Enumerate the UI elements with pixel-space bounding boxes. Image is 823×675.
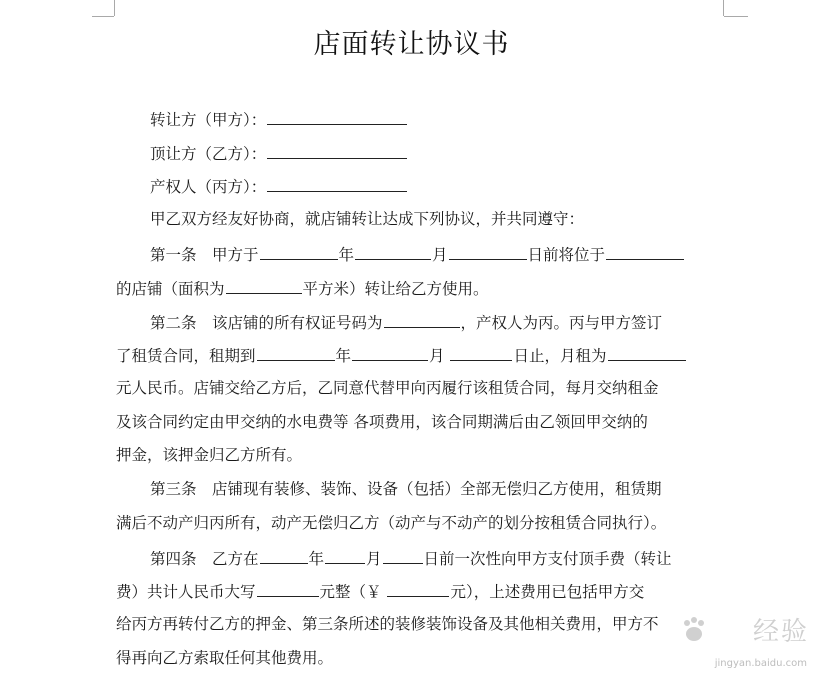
party-a-label: 转让方（甲方）： — [150, 111, 267, 129]
article-4-line-4: 得再向乙方索取任何其他费用。 — [116, 649, 334, 667]
a2-month-blank[interactable] — [352, 344, 428, 361]
document-title: 店面转让协议书 — [313, 29, 510, 60]
a1-month-blank[interactable] — [355, 243, 431, 260]
a4-included-text: 元），上述费用已包括甲方交 — [450, 583, 645, 601]
watermark-url: jingyan.baidu.com — [714, 658, 807, 669]
baidu-jingyan-watermark — [679, 611, 809, 669]
article-2-line-3: 元人民币。店铺交给乙方后，乙同意代替甲向丙履行该租赁合同，每月交纳租金 — [116, 379, 659, 397]
party-c-label: 产权人（丙方）： — [150, 178, 267, 196]
party-c-line — [150, 175, 408, 197]
a2-cert-blank[interactable] — [384, 311, 460, 328]
a2-month-label: 月 — [429, 347, 445, 365]
party-b-blank[interactable] — [267, 142, 407, 159]
a2-year-label: 年 — [335, 347, 352, 365]
a1-location-text: 日前将位于 — [527, 246, 606, 264]
page-corner-mark-right-h — [724, 16, 748, 17]
a4-year-blank[interactable] — [260, 547, 308, 564]
a1-day-blank[interactable] — [449, 243, 527, 260]
paw-logo-icon — [679, 615, 709, 645]
a1-year-blank[interactable] — [260, 243, 338, 260]
article-2-text: 第二条 该店铺的所有权证号码为 — [150, 314, 383, 332]
article-3-line-1: 第三条 店铺现有装修、装饰、设备（包括）全部无偿归乙方使用，租赁期 — [150, 480, 662, 498]
article-2-line-1 — [150, 311, 662, 333]
a2-rent-blank[interactable] — [608, 344, 686, 361]
a4-amount-number-blank[interactable] — [387, 580, 449, 597]
article-4-line-2 — [116, 580, 644, 602]
a4-day-blank[interactable] — [383, 547, 423, 564]
page-corner-mark-left-h — [92, 16, 114, 17]
party-c-blank[interactable] — [267, 175, 407, 192]
a1-area-text: 的店铺（面积为 — [116, 280, 225, 298]
a4-yuan-text: 元整（￥ — [319, 583, 382, 601]
a4-year-label: 年 — [308, 550, 325, 568]
article-4-line-3: 给丙方再转付乙方的押金、第三条所述的装修装饰设备及其他相关费用，甲方不 — [116, 615, 659, 633]
watermark-main-text: 经验 — [752, 617, 809, 647]
party-a-line — [150, 108, 408, 130]
party-b-line — [150, 142, 408, 164]
article-1-line-2 — [116, 277, 489, 299]
article-1-line-1 — [150, 243, 685, 265]
article-2-line-4: 及该合同约定由甲交纳的水电费等 各项费用，该合同期满后由乙领回甲交纳的 — [116, 413, 648, 431]
a1-month-label: 月 — [432, 246, 448, 264]
a1-location-blank[interactable] — [606, 243, 684, 260]
article-2-line-2 — [116, 344, 687, 366]
a2-rent-text: 日止，月租为 — [513, 347, 607, 365]
a1-year-label: 年 — [338, 246, 355, 264]
a4-amount-words-blank[interactable] — [257, 580, 319, 597]
article-4-line-1 — [150, 547, 672, 569]
a1-area-unit: 平方米）转让给乙方使用。 — [302, 280, 489, 298]
a2-day-blank[interactable] — [450, 344, 512, 361]
a2-year-blank[interactable] — [257, 344, 335, 361]
article-2-line-5: 押金，该押金归乙方所有。 — [116, 446, 303, 464]
a4-amount-text: 费）共计人民币大写 — [116, 583, 256, 601]
page-corner-mark-right-v — [723, 0, 724, 16]
intro-paragraph: 甲乙双方经友好协商，就店铺转让达成下列协议，并共同遵守： — [150, 210, 585, 228]
a2-term-text: 了租赁合同，租期到 — [116, 347, 256, 365]
article-1-text: 第一条 甲方于 — [150, 246, 259, 264]
party-a-blank[interactable] — [267, 108, 407, 125]
a4-fee-text: 日前一次性向甲方支付顶手费（转让 — [423, 550, 672, 568]
a4-month-blank[interactable] — [325, 547, 365, 564]
a4-month-label: 月 — [366, 550, 382, 568]
a2-owner-text: ，产权人为丙。丙与甲方签订 — [460, 314, 663, 332]
article-4-text: 第四条 乙方在 — [150, 550, 259, 568]
article-3-line-2: 满后不动产归丙所有，动产无偿归乙方（动产与不动产的划分按租赁合同执行）。 — [116, 514, 667, 532]
page-corner-mark-left-v — [114, 0, 115, 16]
a1-area-blank[interactable] — [226, 277, 302, 294]
party-b-label: 顶让方（乙方）： — [150, 145, 267, 163]
